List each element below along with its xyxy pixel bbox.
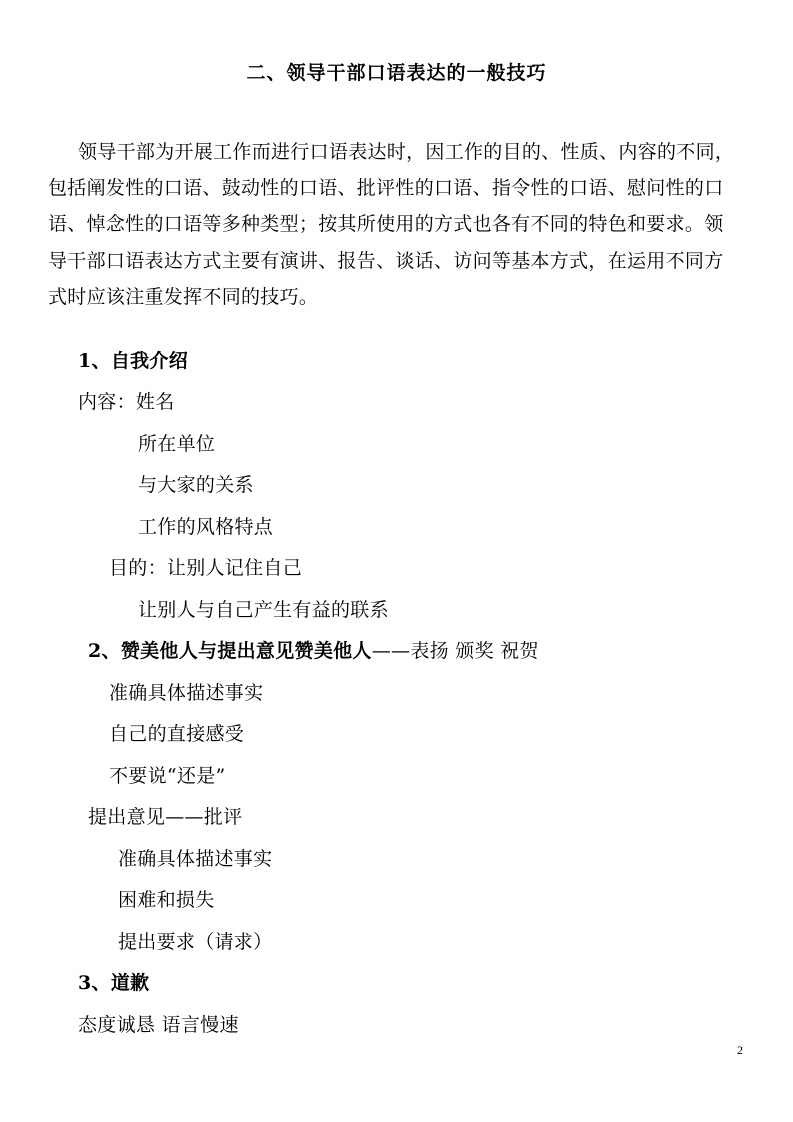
content-item: 所在单位 [138, 433, 216, 455]
page-number: 2 [737, 1043, 743, 1057]
intro-line: 领导干部为开展工作而进行口语表达时，因工作的目的、性质、内容的不同， [78, 141, 735, 163]
criticism-label: 提出意见——批评 [88, 806, 243, 828]
criticism-item: 提出要求（请求） [118, 931, 273, 953]
praise-item: 准确具体描述事实 [109, 682, 264, 704]
content-label: 内容：姓名 [78, 391, 175, 413]
purpose-item: 让别人与自己产生有益的联系 [138, 599, 389, 621]
page-title: 二、领导干部口语表达的一般技巧 [246, 62, 547, 84]
section-2-heading-rest: ——表扬 颁奖 祝贺 [371, 640, 539, 662]
intro-line: 式时应该注重发挥不同的技巧。 [48, 286, 319, 308]
praise-item: 不要说“还是” [109, 765, 226, 787]
criticism-item: 困难和损失 [118, 889, 215, 911]
content-item: 与大家的关系 [138, 474, 254, 496]
purpose-label: 目的：让别人记住自己 [109, 557, 303, 579]
intro-line: 语、悼念性的口语等多种类型；按其所使用的方式也各有不同的特色和要求。领 [48, 213, 724, 235]
intro-line: 导干部口语表达方式主要有演讲、报告、谈话、访问等基本方式，在运用不同方 [48, 250, 724, 272]
apology-line: 态度诚恳 语言慢速 [78, 1014, 239, 1036]
praise-item: 自己的直接感受 [109, 723, 245, 745]
content-item: 工作的风格特点 [138, 516, 274, 538]
intro-line: 包括阐发性的口语、鼓动性的口语、批评性的口语、指令性的口语、慰问性的口 [48, 177, 724, 199]
section-1-heading: 1、自我介绍 [78, 350, 189, 372]
section-3-heading: 3、道歉 [78, 972, 150, 994]
criticism-item: 准确具体描述事实 [118, 848, 273, 870]
section-2-heading [88, 640, 539, 662]
section-2-heading-bold: 2、赞美他人与提出意见赞美他人 [88, 640, 372, 662]
